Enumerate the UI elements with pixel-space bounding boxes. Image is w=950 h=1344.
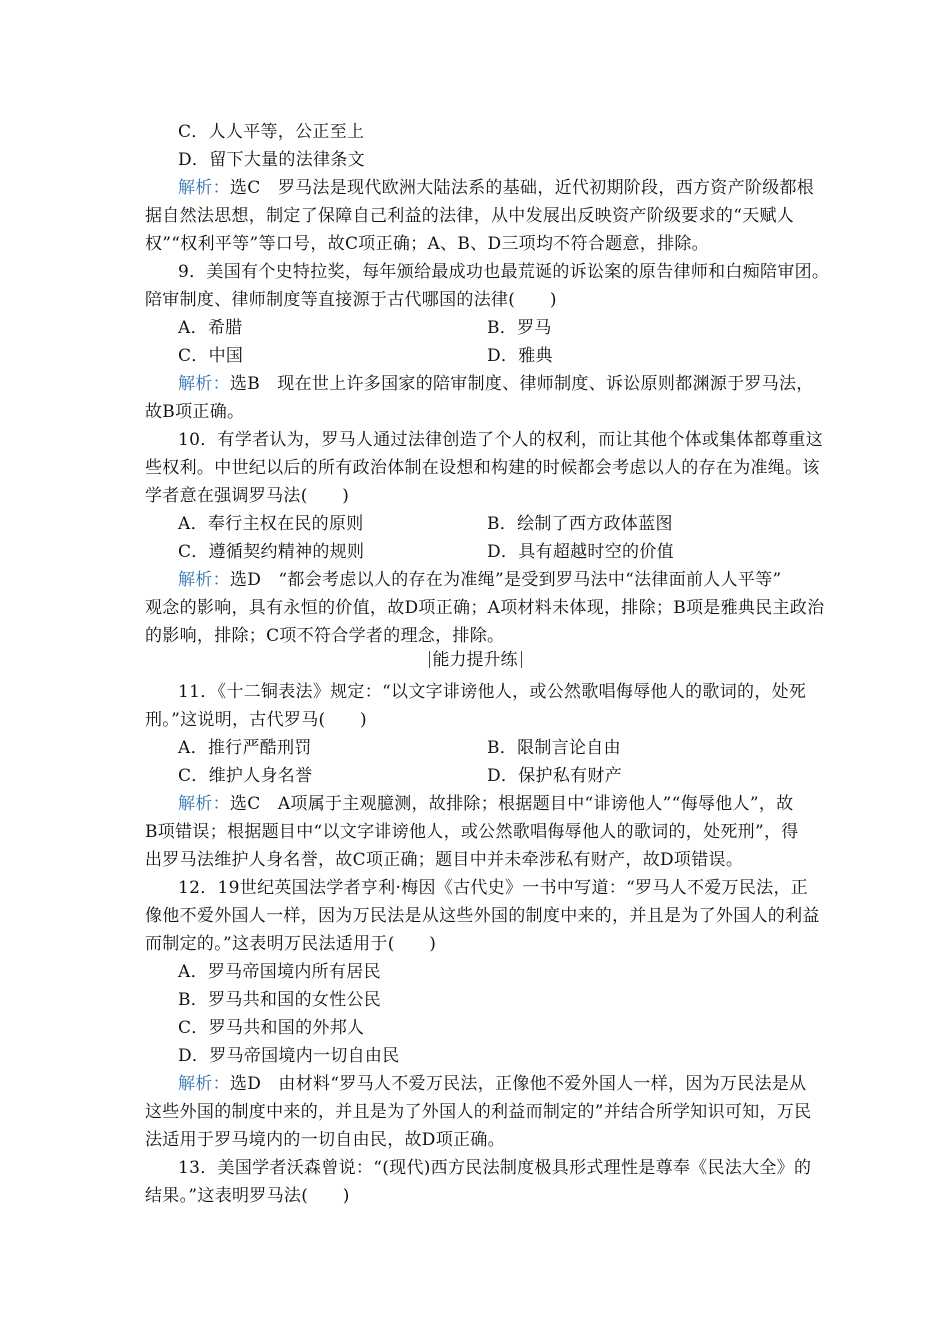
q13-stem-line-1: 13．美国学者沃森曾说：“(现代)西方民法制度极具形式理性是尊奉《民法大全》的 <box>178 1158 812 1178</box>
q8-option-d: D．留下大量的法律条文 <box>178 150 365 170</box>
q10-option-a: A．奉行主权在民的原则 <box>178 514 364 534</box>
q12-stem-line-1: 12．19世纪英国法学者亨利·梅因《古代史》一书中写道：“罗马人不爱万民法，正 <box>178 878 809 898</box>
q8-explanation-line-1: 解析：选C 罗马法是现代欧洲大陆法系的基础，近代初期阶段，西方资产阶级都根 <box>178 178 815 198</box>
q11-stem-line-2: 刑。”这说明，古代罗马( ) <box>145 710 367 730</box>
q9-stem-line-2: 陪审制度、律师制度等直接源于古代哪国的法律( ) <box>145 290 557 310</box>
q8-explanation-line-2: 据自然法思想，制定了保障自己利益的法律，从中发展出反映资产阶级要求的“天赋人 <box>145 206 795 226</box>
q8-explanation-line-3: 权”“权利平等”等口号，故C项正确；A、B、D三项均不符合题意，排除。 <box>145 234 709 254</box>
q12-explanation-line-1: 解析：选D 由材料“罗马人不爱万民法，正像他不爱外国人一样，因为万民法是从 <box>178 1074 807 1094</box>
section-header <box>0 650 950 670</box>
q10-option-b: B．绘制了西方政体蓝图 <box>487 514 673 534</box>
q13-stem-line-2: 结果。”这表明罗马法( ) <box>145 1186 350 1206</box>
q11-option-a: A．推行严酷刑罚 <box>178 738 312 758</box>
q12-explanation-line-3: 法适用于罗马境内的一切自由民，故D项正确。 <box>145 1130 505 1150</box>
q11-option-c: C．维护人身名誉 <box>178 766 313 786</box>
q9-explanation-line-2: 故B项正确。 <box>145 402 245 422</box>
q11-explanation-line-3: 出罗马法维护人身名誉，故C项正确；题目中并未牵涉私有财产，故D项错误。 <box>145 850 744 870</box>
q12-option-b: B．罗马共和国的女性公民 <box>178 990 382 1010</box>
q12-option-c: C．罗马共和国的外邦人 <box>178 1018 365 1038</box>
divider <box>521 651 522 668</box>
q10-explanation-line-3: 的影响，排除；C项不符合学者的理念，排除。 <box>145 626 505 646</box>
q10-explanation-line-2: 观念的影响，具有永恒的价值，故D项正确；A项材料未体现，排除；B项是雅典民主政治 <box>145 598 825 618</box>
q9-option-a: A．希腊 <box>178 318 243 338</box>
explanation-label: 解析： <box>178 178 230 198</box>
q10-stem-line-1: 10．有学者认为，罗马人通过法律创造了个人的权利，而让其他个体或集体都尊重这 <box>178 430 824 450</box>
q10-stem-line-3: 学者意在强调罗马法( ) <box>145 486 350 506</box>
divider <box>429 651 430 668</box>
q11-explanation-line-2: B项错误；根据题目中“以文字诽谤他人，或公然歌唱侮辱他人的歌词的，处死刑”，得 <box>145 822 799 842</box>
q12-option-a: A．罗马帝国境内所有居民 <box>178 962 381 982</box>
q12-option-d: D．罗马帝国境内一切自由民 <box>178 1046 400 1066</box>
q9-stem-line-1: 9．美国有个史特拉奖，每年颁给最成功也最荒诞的诉讼案的原告律师和白痴陪审团。 <box>178 262 830 282</box>
q9-option-b: B．罗马 <box>487 318 552 338</box>
q9-option-c: C．中国 <box>178 346 244 366</box>
q10-option-c: C．遵循契约精神的规则 <box>178 542 365 562</box>
q11-explanation-line-1: 解析：选C A项属于主观臆测，故排除；根据题目中“诽谤他人”“侮辱他人”，故 <box>178 794 794 814</box>
q12-stem-line-2: 像他不爱外国人一样，因为万民法是从这些外国的制度中来的，并且是为了外国人的利益 <box>145 906 820 926</box>
q9-explanation-line-1: 解析：选B 现在世上许多国家的陪审制度、律师制度、诉讼原则都渊源于罗马法， <box>178 374 814 394</box>
section-title: 能力提升练 <box>432 650 518 670</box>
q12-stem-line-3: 而制定的。”这表明万民法适用于( ) <box>145 934 437 954</box>
q11-stem-line-1: 11．《十二铜表法》规定：“以文字诽谤他人，或公然歌唱侮辱他人的歌词的，处死 <box>178 682 807 702</box>
q12-explanation-line-2: 这些外国的制度中来的，并且是为了外国人的利益而制定的”并结合所学知识可知，万民 <box>145 1102 812 1122</box>
explanation-label: 解析： <box>178 374 230 394</box>
q11-option-b: B．限制言论自由 <box>487 738 621 758</box>
explanation-label: 解析： <box>178 1074 230 1094</box>
explanation-label: 解析： <box>178 794 230 814</box>
q8-option-c: C．人人平等，公正至上 <box>178 122 365 142</box>
q11-option-d: D．保护私有财产 <box>487 766 623 786</box>
explanation-label: 解析： <box>178 570 230 590</box>
q10-explanation-line-1: 解析：选D “都会考虑以人的存在为准绳”是受到罗马法中“法律面前人人平等” <box>178 570 782 590</box>
q10-stem-line-2: 些权利。中世纪以后的所有政治体制在设想和构建的时候都会考虑以人的存在为准绳。该 <box>145 458 820 478</box>
q10-option-d: D．具有超越时空的价值 <box>487 542 674 562</box>
q9-option-d: D．雅典 <box>487 346 553 366</box>
